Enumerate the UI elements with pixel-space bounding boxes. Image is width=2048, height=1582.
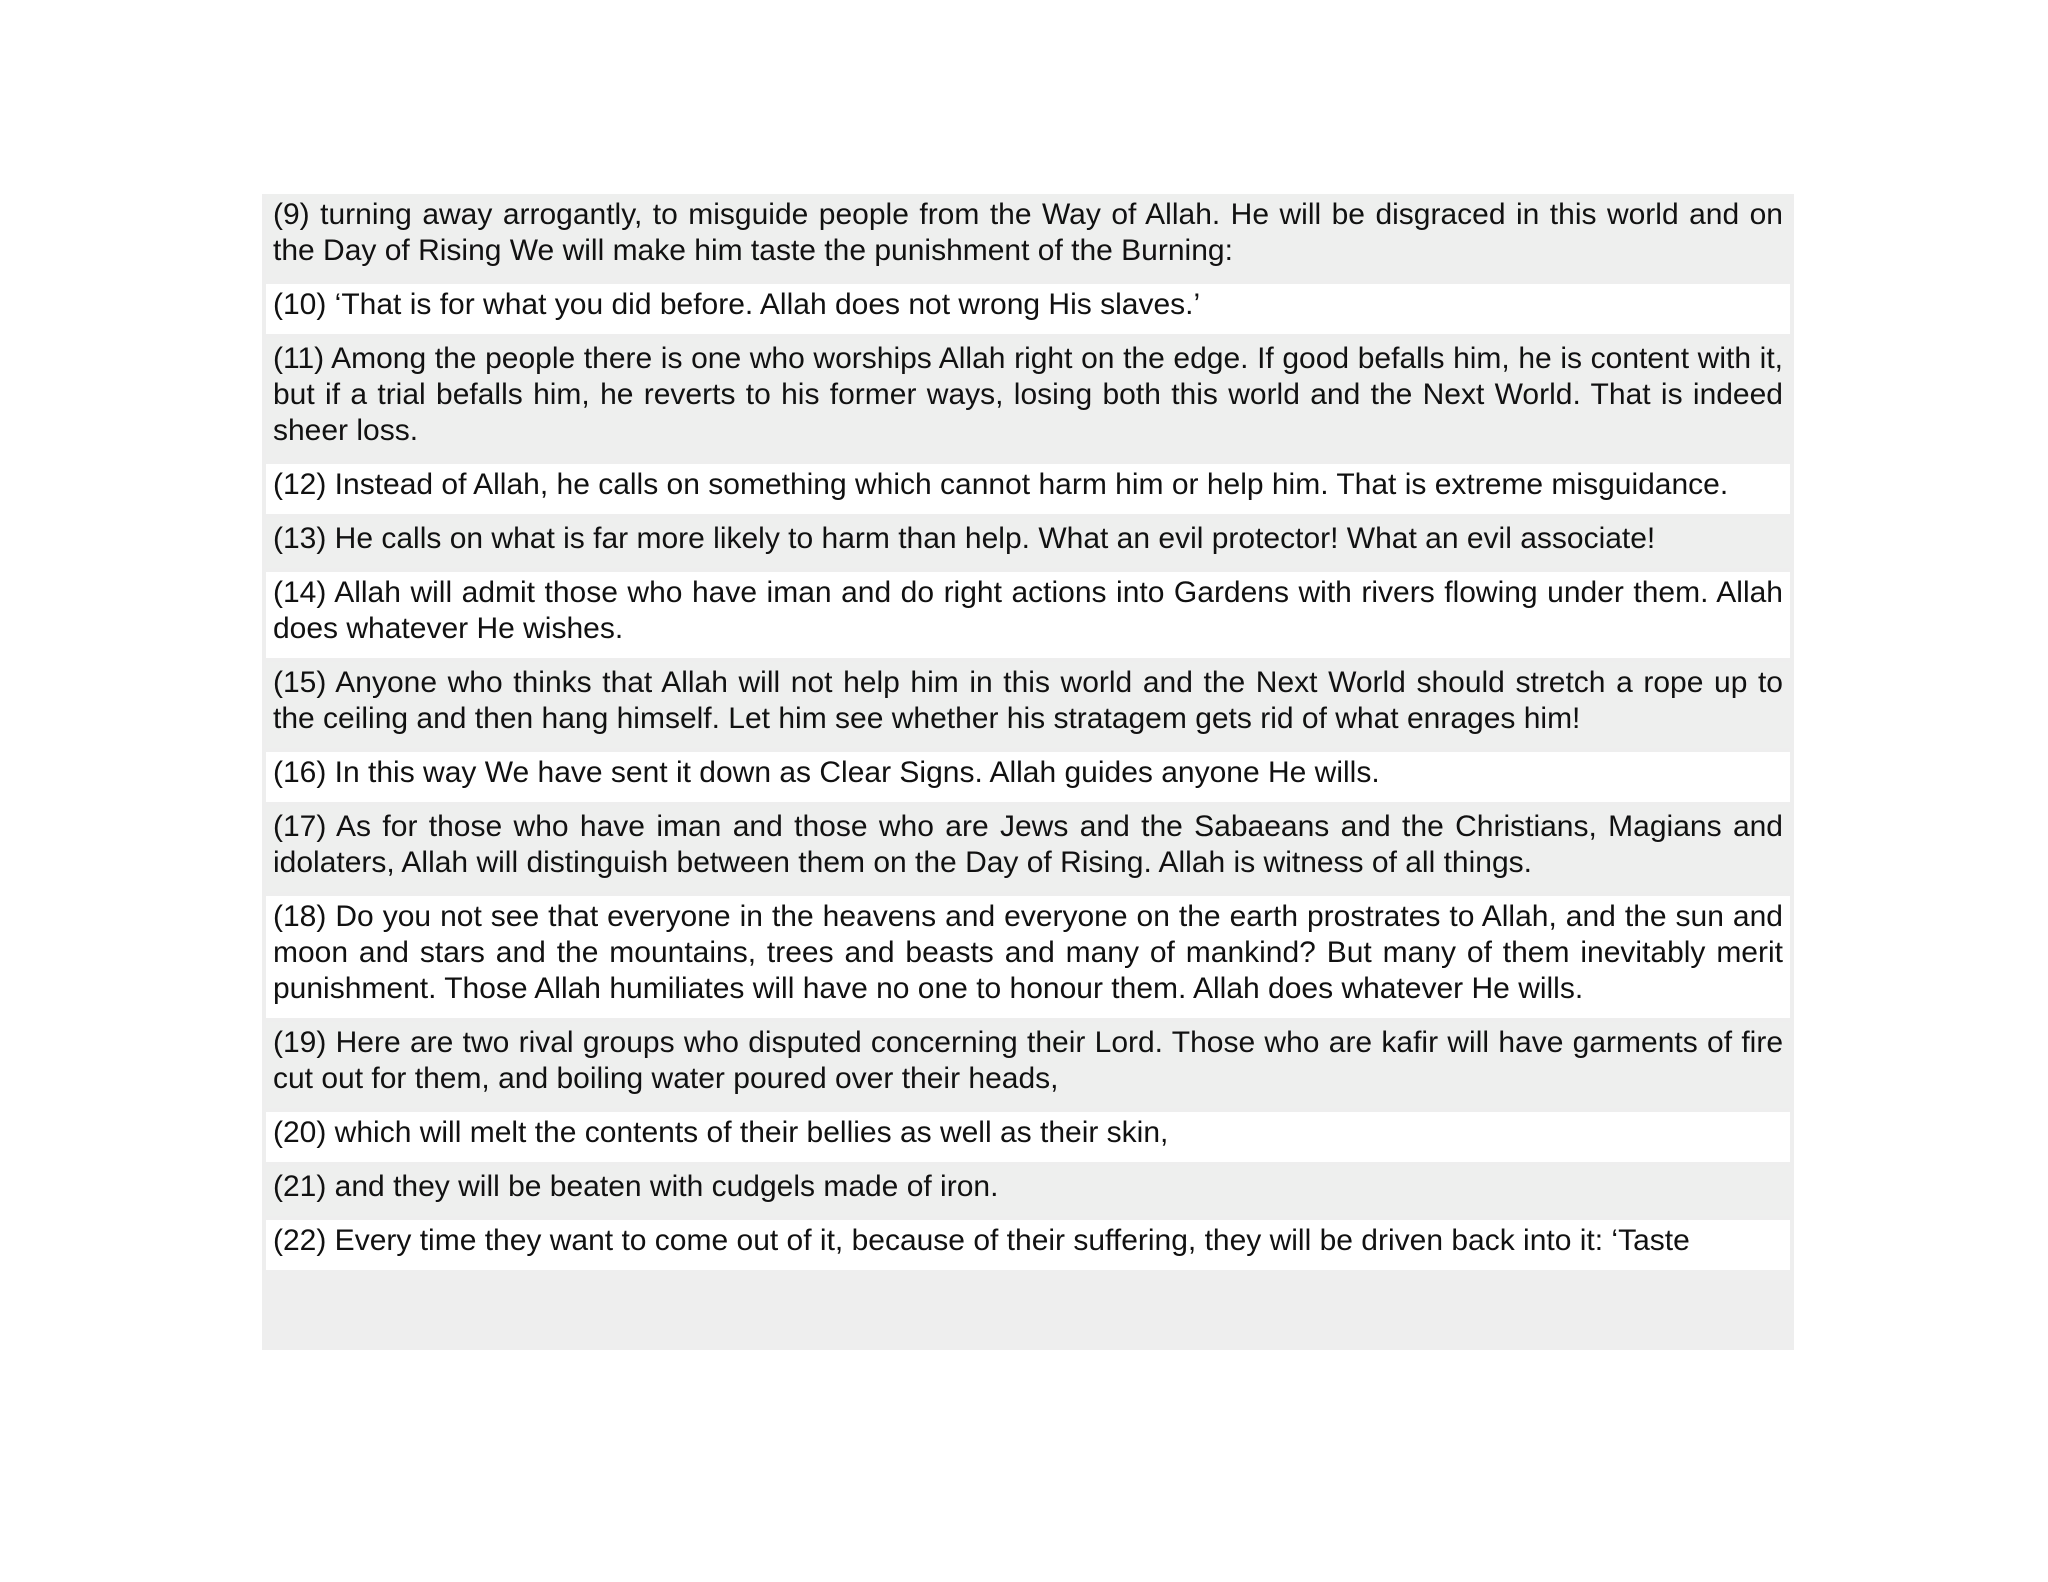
verse-18: (18) Do you not see that everyone in the heavens and everyone on the earth prostrates to Allah, and the sun and moon and stars and the mountains, trees and beasts and many of mankind? But many of them inevitably merit punishment. Those Allah humiliates will have no one to honour them. Allah does whatever He wills. [266, 896, 1790, 1018]
verse-13: (13) He calls on what is far more likely to harm than help. What an evil protector! What an evil associate! [266, 518, 1790, 568]
verse-21: (21) and they will be beaten with cudgels made of iron. [266, 1166, 1790, 1216]
verse-17: (17) As for those who have iman and those who are Jews and the Sabaeans and the Christians, Magians and idolaters, Allah will distinguish between them on the Day of Rising. Allah is witness of all things. [266, 806, 1790, 892]
verse-15: (15) Anyone who thinks that Allah will not help him in this world and the Next World should stretch a rope up to the ceiling and then hang himself. Let him see whether his stratagem gets rid of what enrages him! [266, 662, 1790, 748]
verse-22: (22) Every time they want to come out of it, because of their suffering, they will be driven back into it: ‘Taste [266, 1220, 1790, 1270]
verse-9: (9) turning away arrogantly, to misguide people from the Way of Allah. He will be disgraced in this world and on the Day of Rising We will make him taste the punishment of the Burning: [266, 194, 1790, 280]
verse-list [262, 194, 1794, 1350]
verse-19: (19) Here are two rival groups who disputed concerning their Lord. Those who are kafir will have garments of fire cut out for them, and boiling water poured over their heads, [266, 1022, 1790, 1108]
verse-16: (16) In this way We have sent it down as Clear Signs. Allah guides anyone He wills. [266, 752, 1790, 802]
verse-14: (14) Allah will admit those who have iman and do right actions into Gardens with rivers flowing under them. Allah does whatever He wishes. [266, 572, 1790, 658]
verse-12: (12) Instead of Allah, he calls on something which cannot harm him or help him. That is extreme misguidance. [266, 464, 1790, 514]
verse-11: (11) Among the people there is one who worships Allah right on the edge. If good befalls him, he is content with it, but if a trial befalls him, he reverts to his former ways, losing both this world and the Next World. That is indeed sheer loss. [266, 338, 1790, 460]
verse-20: (20) which will melt the contents of their bellies as well as their skin, [266, 1112, 1790, 1162]
verse-10: (10) ‘That is for what you did before. Allah does not wrong His slaves.’ [266, 284, 1790, 334]
